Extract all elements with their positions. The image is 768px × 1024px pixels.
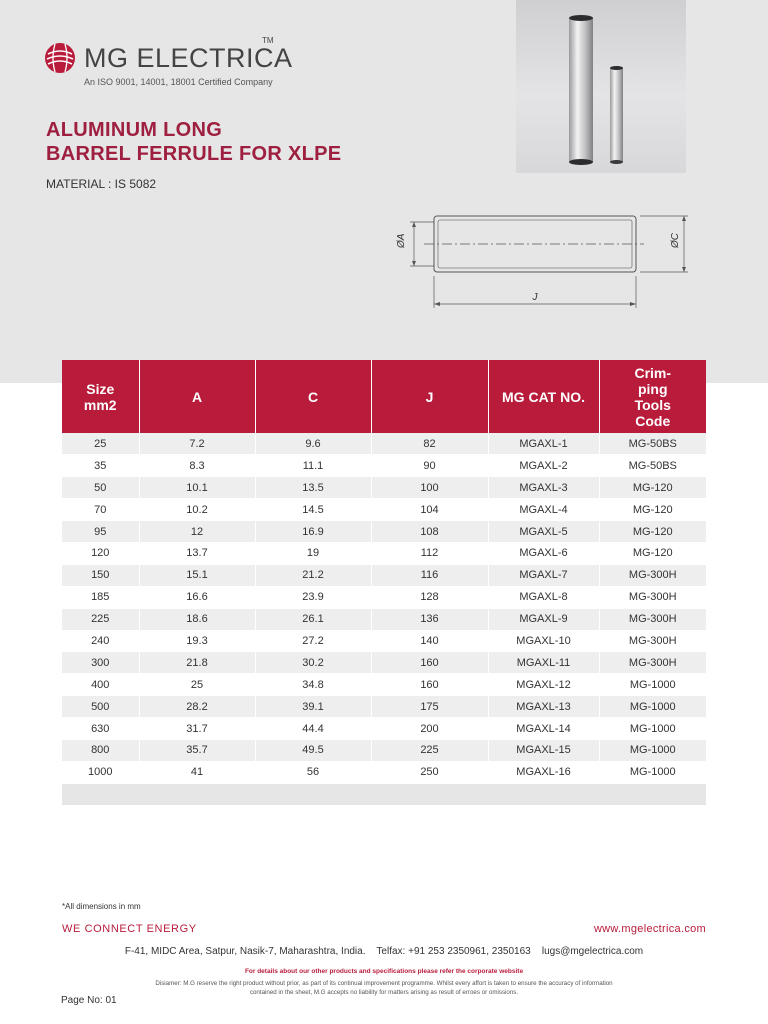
cell-j: 108 [371,521,488,543]
cell-crimping-tool: MG-1000 [599,739,706,761]
cell-a: 16.6 [139,586,255,608]
cell-c: 49.5 [255,739,371,761]
cell-size: 70 [62,499,139,521]
cell-j: 136 [371,608,488,630]
table-row [62,739,706,761]
table-row [62,433,706,455]
cell-c: 11.1 [255,455,371,477]
table-row [62,761,706,783]
cell-crimping-tool: MG-1000 [599,761,706,783]
cell-a: 21.8 [139,652,255,674]
cell-size: 800 [62,739,139,761]
cell-j: 225 [371,739,488,761]
cell-j: 104 [371,499,488,521]
table-body [62,433,706,783]
cell-a: 7.2 [139,433,255,455]
material-spec: MATERIAL : IS 5082 [46,177,157,191]
table-row [62,477,706,499]
cell-c: 13.5 [255,477,371,499]
cell-c: 21.2 [255,564,371,586]
cell-j: 140 [371,630,488,652]
page-number: Page No: 01 [61,995,117,1006]
table-row [62,652,706,674]
title-line-2: BARREL FERRULE FOR XLPE [46,143,342,165]
table-header-row [62,360,706,433]
cell-crimping-tool: MG-300H [599,652,706,674]
cell-crimping-tool: MG-300H [599,586,706,608]
cell-crimping-tool: MG-300H [599,608,706,630]
disclaimer: Disiamer: M.G reserve the right product without prior, as part of its continual improvement programme. Whilst every affort is taken to ensure the accuracy of information contained in the sheet, M.G accepts no liability for matters arising as result of erroes or omissions. [155,980,613,996]
table-row [62,718,706,740]
cell-cat-no: MGAXL-8 [488,586,599,608]
cell-j: 82 [371,433,488,455]
table-row [62,499,706,521]
cell-cat-no: MGAXL-6 [488,542,599,564]
table-row [62,564,706,586]
cell-crimping-tool: MG-50BS [599,455,706,477]
cell-size: 95 [62,521,139,543]
cell-j: 175 [371,696,488,718]
cell-a: 25 [139,674,255,696]
table-row [62,608,706,630]
cell-size: 300 [62,652,139,674]
table-row [62,586,706,608]
brand-name: MG ELECTRICA [84,43,293,73]
cell-crimping-tool: MG-1000 [599,674,706,696]
cell-cat-no: MGAXL-13 [488,696,599,718]
cell-crimping-tool: MG-120 [599,477,706,499]
cell-cat-no: MGAXL-11 [488,652,599,674]
table-row [62,696,706,718]
cell-a: 10.1 [139,477,255,499]
cell-cat-no: MGAXL-9 [488,608,599,630]
cell-c: 26.1 [255,608,371,630]
cell-j: 128 [371,586,488,608]
cell-a: 8.3 [139,455,255,477]
tagline: WE CONNECT ENERGY [62,923,197,935]
cell-j: 200 [371,718,488,740]
cell-c: 16.9 [255,521,371,543]
cell-size: 225 [62,608,139,630]
cell-size: 630 [62,718,139,740]
dimension-a-label: ØA [396,233,407,248]
cell-size: 240 [62,630,139,652]
cell-cat-no: MGAXL-7 [488,564,599,586]
title-line-1: ALUMINUM LONG [46,119,223,141]
company-logo [44,38,304,90]
cell-j: 116 [371,564,488,586]
cell-crimping-tool: MG-50BS [599,433,706,455]
table-footer-bar [62,784,706,805]
cell-crimping-tool: MG-1000 [599,696,706,718]
cell-size: 500 [62,696,139,718]
cell-cat-no: MGAXL-3 [488,477,599,499]
cell-crimping-tool: MG-120 [599,521,706,543]
cell-size: 150 [62,564,139,586]
website-link[interactable]: www.mgelectrica.com [593,923,706,935]
cell-crimping-tool: MG-300H [599,630,706,652]
cell-cat-no: MGAXL-16 [488,761,599,783]
logo-globe-icon [44,42,76,74]
cell-a: 19.3 [139,630,255,652]
cell-cat-no: MGAXL-14 [488,718,599,740]
cell-cat-no: MGAXL-5 [488,521,599,543]
cell-c: 19 [255,542,371,564]
cell-j: 100 [371,477,488,499]
table-row [62,455,706,477]
dimensions-note: *All dimensions in mm [62,902,141,911]
cell-j: 250 [371,761,488,783]
trademark: TM [262,36,274,45]
certification-text: An ISO 9001, 14001, 18001 Certified Company [84,77,273,87]
product-title [46,118,341,166]
header-j: J [371,360,488,433]
product-photo [516,0,686,173]
cell-cat-no: MGAXL-2 [488,455,599,477]
table-row [62,674,706,696]
cell-a: 15.1 [139,564,255,586]
cell-crimping-tool: MG-120 [599,542,706,564]
cell-c: 23.9 [255,586,371,608]
cell-size: 400 [62,674,139,696]
details-note: For details about our other products and specifications please refer the corporate website [244,968,524,975]
cell-cat-no: MGAXL-12 [488,674,599,696]
cell-size: 50 [62,477,139,499]
cell-j: 160 [371,652,488,674]
header-cat-no: MG CAT NO. [488,360,599,433]
cell-a: 35.7 [139,739,255,761]
cell-a: 41 [139,761,255,783]
cell-cat-no: MGAXL-15 [488,739,599,761]
cell-j: 160 [371,674,488,696]
table-row [62,542,706,564]
cell-c: 56 [255,761,371,783]
technical-drawing [390,204,700,314]
cell-j: 112 [371,542,488,564]
cell-c: 27.2 [255,630,371,652]
dimension-c-label: ØC [670,233,681,248]
cell-a: 12 [139,521,255,543]
cell-cat-no: MGAXL-4 [488,499,599,521]
cell-a: 13.7 [139,542,255,564]
cell-j: 90 [371,455,488,477]
header-c: C [255,360,371,433]
header-a: A [139,360,255,433]
cell-crimping-tool: MG-300H [599,564,706,586]
cell-crimping-tool: MG-120 [599,499,706,521]
cell-size: 120 [62,542,139,564]
company-address: F-41, MIDC Area, Satpur, Nasik-7, Maharashtra, India. Telfax: +91 253 2350961, 2350163 lugs@mgelectrica.com [124,946,644,957]
spec-table-container [62,360,706,805]
cell-a: 28.2 [139,696,255,718]
cell-a: 18.6 [139,608,255,630]
cell-c: 14.5 [255,499,371,521]
cell-c: 9.6 [255,433,371,455]
cell-cat-no: MGAXL-1 [488,433,599,455]
table-row [62,521,706,543]
spec-table [62,360,706,784]
cell-size: 1000 [62,761,139,783]
cell-c: 30.2 [255,652,371,674]
cell-c: 44.4 [255,718,371,740]
cell-a: 31.7 [139,718,255,740]
cell-size: 185 [62,586,139,608]
cell-cat-no: MGAXL-10 [488,630,599,652]
cell-crimping-tool: MG-1000 [599,718,706,740]
cell-size: 25 [62,433,139,455]
cell-a: 10.2 [139,499,255,521]
dimension-j-label: J [532,292,538,303]
cell-size: 35 [62,455,139,477]
header-crimping-tool: Crim- ping Tools Code [599,360,706,433]
cell-c: 39.1 [255,696,371,718]
table-row [62,630,706,652]
cell-c: 34.8 [255,674,371,696]
header-size: Size mm2 [62,360,139,433]
